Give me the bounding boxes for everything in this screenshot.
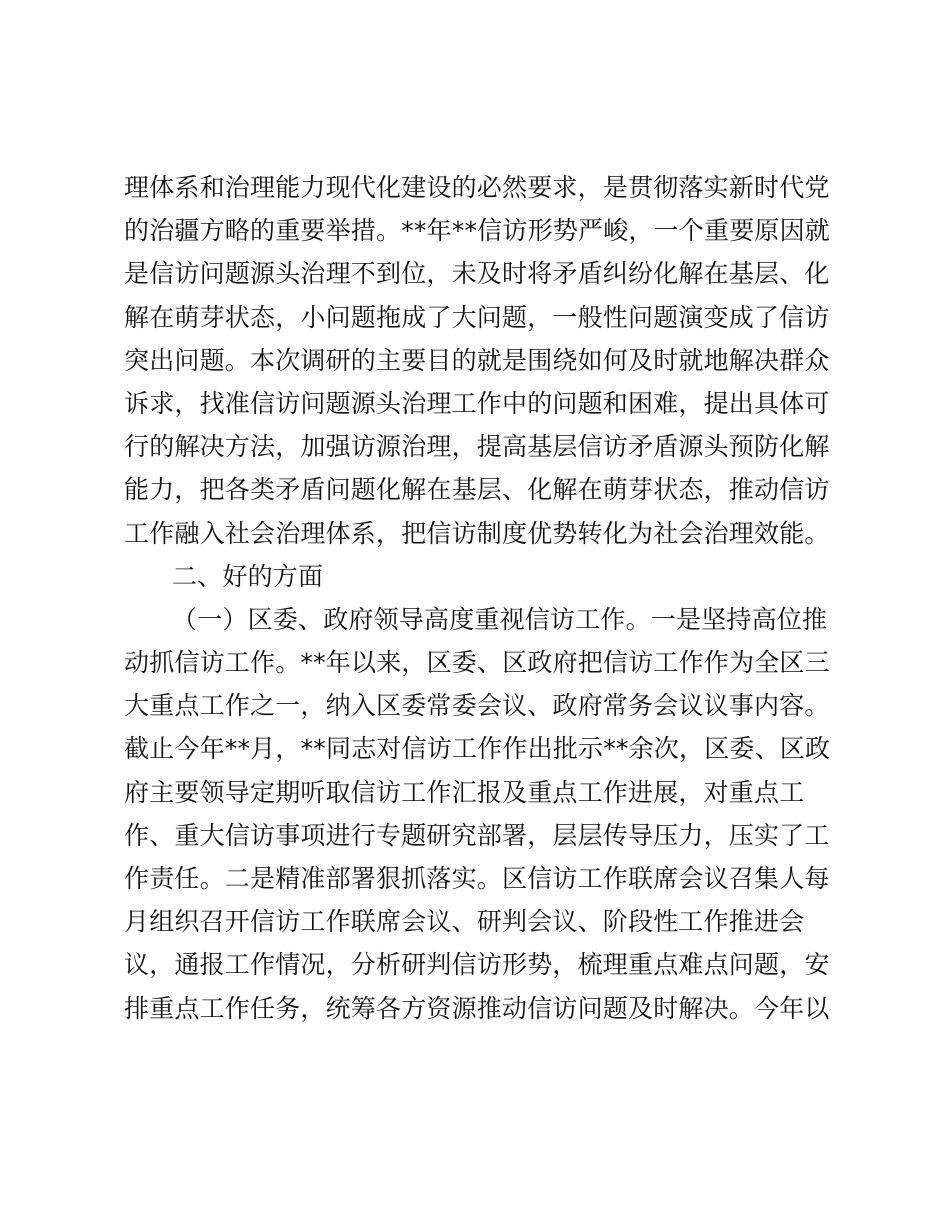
- text-line: 突出问题。本次调研的主要目的就是围绕如何及时就地解决群众: [124, 345, 830, 375]
- text-line: 作、重大信访事项进行专题研究部署，层层传导压力，压实了工: [124, 820, 830, 850]
- text-line: 议，通报工作情况，分析研判信访形势，梳理重点难点问题，安: [124, 950, 830, 980]
- text-line: 动抓信访工作。**年以来，区委、区政府把信访工作作为全区三: [124, 648, 830, 678]
- text-line: 行的解决方法，加强访源治理，提高基层信访矛盾源头预防化解: [124, 432, 830, 462]
- section-heading: 二、好的方面: [172, 561, 324, 591]
- text-line: 大重点工作之一，纳入区委常委会议、政府常务会议议事内容。: [124, 691, 830, 721]
- text-line: 截止今年**月，**同志对信访工作作出批示**余次，区委、区政: [124, 734, 831, 764]
- text-line: 是信访问题源头治理不到位，未及时将矛盾纠纷化解在基层、化: [124, 259, 830, 289]
- text-line: 月组织召开信访工作联席会议、研判会议、阶段性工作推进会: [124, 907, 805, 937]
- text-line: 能力，把各类矛盾问题化解在基层、化解在萌芽状态，推动信访: [124, 475, 830, 505]
- text-line: 工作融入社会治理体系，把信访制度优势转化为社会治理效能。: [124, 518, 830, 548]
- text-line: 理体系和治理能力现代化建设的必然要求，是贯彻落实新时代党: [124, 173, 830, 202]
- text-line: 解在萌芽状态，小问题拖成了大问题，一般性问题演变成了信访: [124, 302, 830, 332]
- text-line: 府主要领导定期听取信访工作汇报及重点工作进展，对重点工: [124, 777, 805, 807]
- text-line: 的治疆方略的重要举措。**年**信访形势严峻，一个重要原因就: [124, 216, 831, 246]
- subsection-heading-line: （一）区委、政府领导高度重视信访工作。一是坚持高位推: [172, 604, 828, 634]
- text-line: 作责任。二是精准部署狠抓落实。区信访工作联席会议召集人每: [124, 864, 830, 893]
- text-line: 诉求，找准信访问题源头治理工作中的问题和困难，提出具体可: [124, 388, 830, 418]
- text-line: 排重点工作任务，统筹各方资源推动信访问题及时解决。今年以: [124, 993, 830, 1023]
- body-text: [124, 166, 831, 1030]
